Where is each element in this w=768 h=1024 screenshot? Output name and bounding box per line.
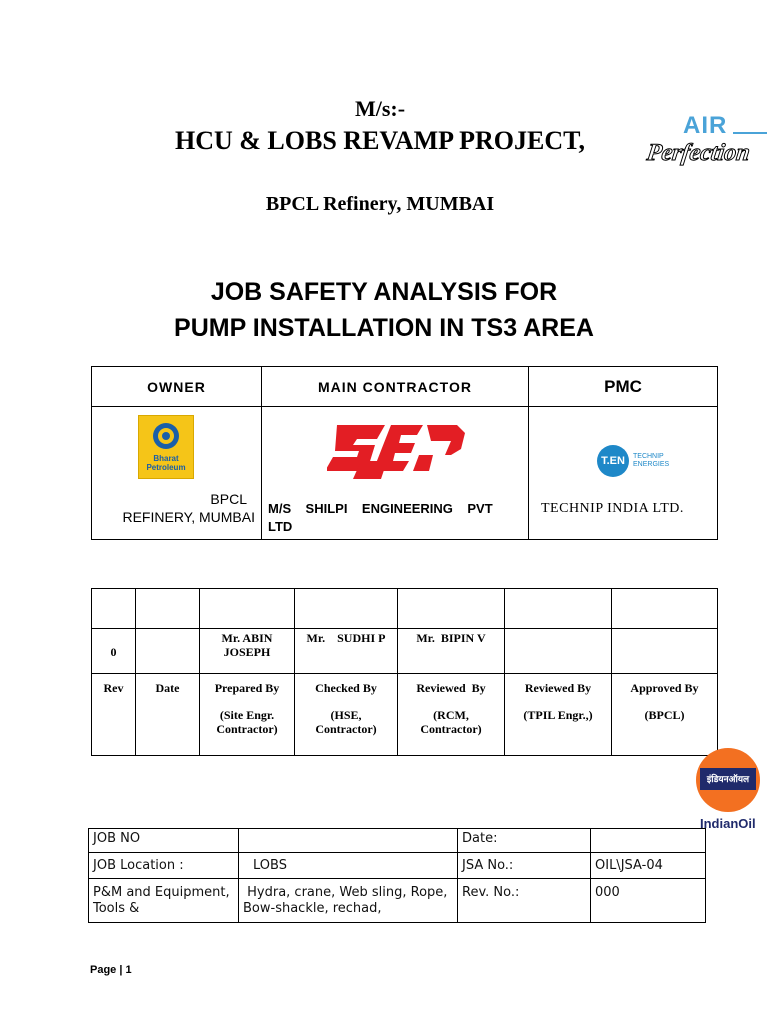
job-location-label: JOB Location : [89, 853, 239, 879]
equipment-value: Hydra, crane, Web sling, Rope, Bow-shackle, rechad, [239, 879, 458, 923]
reviewed-by-tpil-header: Reviewed By (TPIL Engr.,) [505, 674, 612, 756]
job-no-value [239, 829, 458, 853]
contractor-header: MAIN CONTRACTOR [262, 367, 529, 407]
owner-name-line1: BPCL [210, 491, 247, 507]
date-label: Date: [458, 829, 591, 853]
checked-by-value: Mr. SUDHI P [295, 629, 398, 674]
rev-value: 0 [92, 629, 136, 674]
prepared-by-header: Prepared By (Site Engr. Contractor) [200, 674, 295, 756]
date-field-value [591, 829, 706, 853]
jsa-no-value: OIL\JSA-04 [591, 853, 706, 879]
parties-table [91, 366, 718, 540]
indianoil-hindi-text: इंडियनऑयल [706, 775, 750, 785]
bharat-petroleum-text: Bharat Petroleum [146, 454, 186, 472]
document-title-line1: JOB SAFETY ANALYSIS FOR [210, 278, 558, 306]
pmc-header: PMC [529, 367, 718, 407]
approved-by-value [612, 629, 718, 674]
date-header: Date [136, 674, 200, 756]
reviewed-by-header: Reviewed By (RCM, Contractor) [398, 674, 505, 756]
perfection-logo-text: Perfection [645, 140, 752, 166]
date-value [136, 629, 200, 674]
project-name: HCU & LOBS REVAMP PROJECT, [174, 126, 586, 155]
revision-table [91, 588, 718, 756]
air-perfection-logo [635, 112, 765, 176]
contractor-cell [262, 407, 529, 540]
project-location: BPCL Refinery, MUMBAI [265, 193, 495, 215]
owner-header: OWNER [92, 367, 262, 407]
equipment-label: P&M and Equipment, Tools & [89, 879, 239, 923]
ten-badge: T.EN [597, 445, 629, 477]
owner-cell [92, 407, 262, 540]
technip-energies-logo [597, 445, 697, 479]
document-title-line2: PUMP INSTALLATION IN TS3 AREA [174, 314, 594, 342]
ten-text-line2: ENERGIES [633, 461, 670, 468]
job-no-label: JOB NO [89, 829, 239, 853]
ms-label: M/s:- [354, 96, 406, 121]
contractor-name-line1: M/S SHILPI ENGINEERING PVT [268, 501, 493, 516]
rev-no-value: 000 [591, 879, 706, 923]
pmc-name: TECHNIP INDIA LTD. [541, 501, 684, 516]
job-location-value: LOBS [239, 853, 458, 879]
ten-text-line1: TECHNIP [633, 453, 664, 460]
bharat-petroleum-emblem-icon [139, 416, 193, 456]
shilpi-engineering-logo [327, 421, 467, 487]
jsa-no-label: JSA No.: [458, 853, 591, 879]
indianoil-logo [692, 748, 768, 838]
bharat-petroleum-logo [138, 415, 194, 479]
pmc-cell [529, 407, 718, 540]
contractor-name-line2: LTD [268, 519, 293, 534]
rev-header: Rev [92, 674, 136, 756]
job-info-table [88, 828, 706, 923]
checked-by-header: Checked By (HSE, Contractor) [295, 674, 398, 756]
rev-no-label: Rev. No.: [458, 879, 591, 923]
indianoil-text: IndianOil [700, 816, 756, 831]
prepared-by-value: Mr. ABIN JOSEPH [200, 629, 295, 674]
page-number: Page | 1 [90, 964, 132, 976]
approved-by-header: Approved By (BPCL) [612, 674, 718, 756]
air-logo-text: AIR [683, 112, 728, 139]
indianoil-emblem [696, 748, 760, 812]
reviewed-by-value: Mr. BIPIN V [398, 629, 505, 674]
reviewed-by-tpil-value [505, 629, 612, 674]
owner-name-line2: REFINERY, MUMBAI [122, 509, 255, 525]
